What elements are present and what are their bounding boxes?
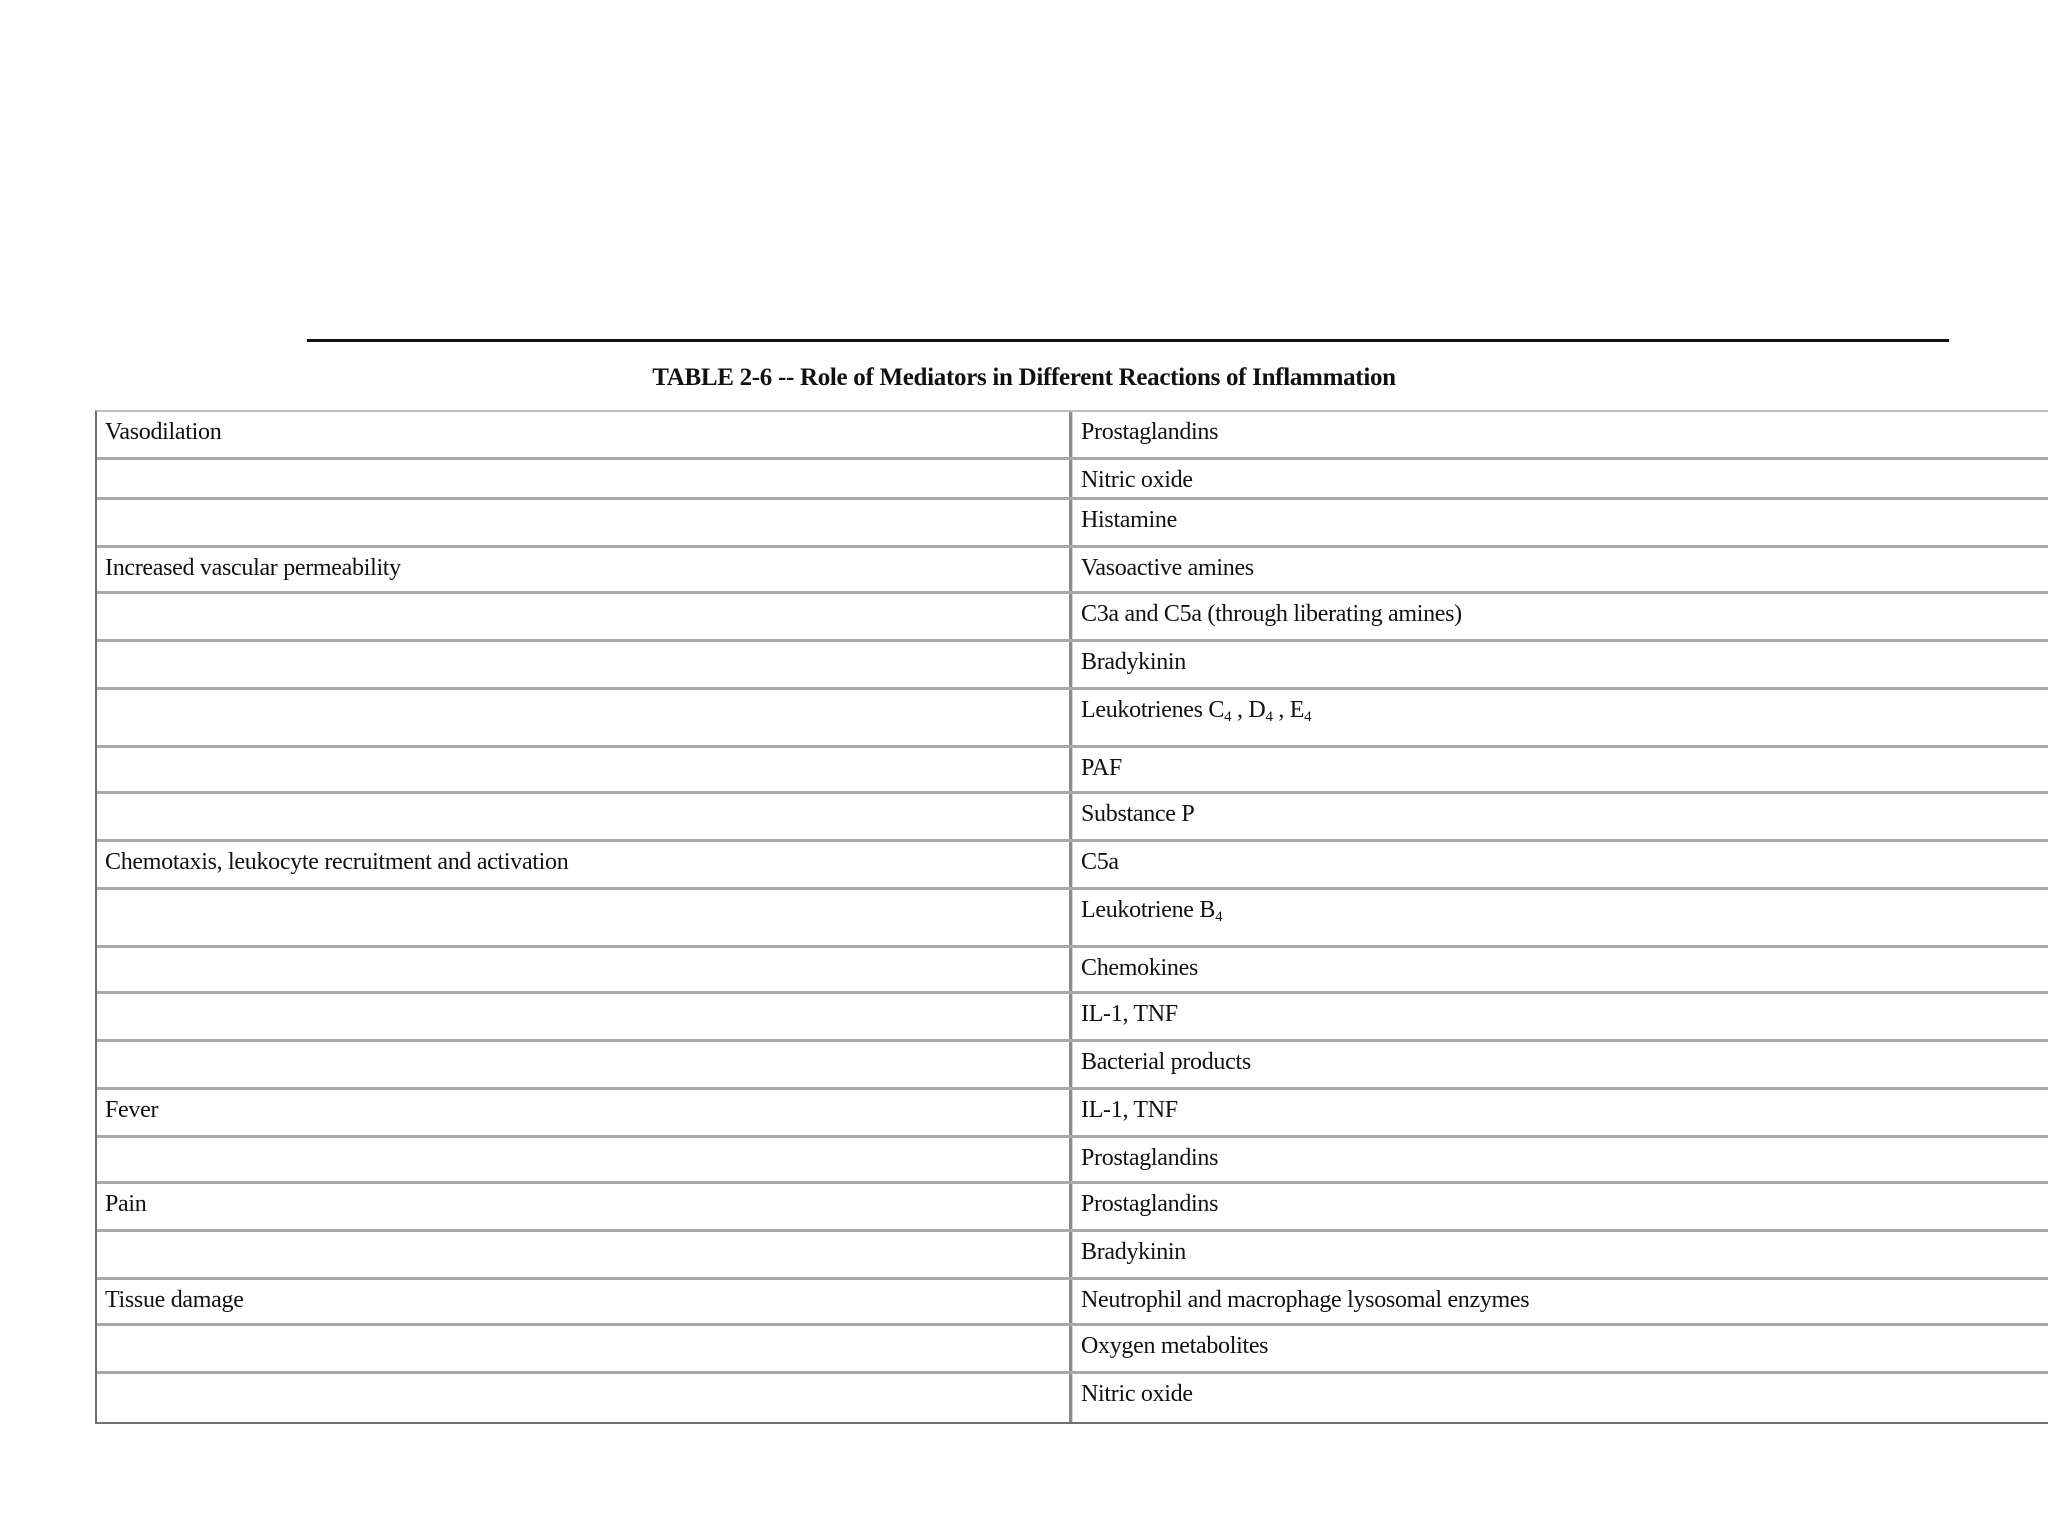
mediator-cell: Bacterial products: [1072, 1042, 2048, 1087]
table-row: [97, 642, 2048, 690]
reaction-cell: [97, 1374, 1072, 1422]
mediator-cell: C5a: [1072, 842, 2048, 887]
table-row: [97, 794, 2048, 842]
mediator-cell: Neutrophil and macrophage lysosomal enzymes: [1072, 1280, 2048, 1323]
reaction-cell: [97, 594, 1072, 639]
mediator-cell: Chemokines: [1072, 948, 2048, 991]
subscript: 4: [1215, 909, 1223, 925]
table-row: [97, 500, 2048, 548]
mediator-cell: PAF: [1072, 748, 2048, 791]
reaction-cell: Tissue damage: [97, 1280, 1072, 1323]
mediator-text: , E: [1272, 697, 1305, 723]
reaction-cell: [97, 690, 1072, 745]
mediator-cell: Histamine: [1072, 500, 2048, 545]
mediator-cell: IL-1, TNF: [1072, 994, 2048, 1039]
subscript: 4: [1304, 709, 1312, 725]
table-row: [97, 1232, 2048, 1280]
reaction-cell: Fever: [97, 1090, 1072, 1135]
table-row: [97, 690, 2048, 748]
mediator-cell: Prostaglandins: [1072, 1138, 2048, 1181]
reaction-cell: Increased vascular permeability: [97, 548, 1072, 591]
table-row: [97, 460, 2048, 500]
table-row: [97, 412, 2048, 460]
mediator-cell: Bradykinin: [1072, 1232, 2048, 1277]
reaction-cell: [97, 460, 1072, 497]
table-row: [97, 1280, 2048, 1326]
table-row: [97, 548, 2048, 594]
reaction-cell: [97, 748, 1072, 791]
table-row: [97, 842, 2048, 890]
table-caption: TABLE 2-6 -- Role of Mediators in Different Reactions of Inflammation: [652, 364, 1396, 391]
table-row: [97, 890, 2048, 948]
reaction-cell: [97, 1042, 1072, 1087]
table-row: [97, 994, 2048, 1042]
mediator-cell: IL-1, TNF: [1072, 1090, 2048, 1135]
reaction-cell: Pain: [97, 1184, 1072, 1229]
table-row: [97, 1374, 2048, 1422]
subscript: 4: [1265, 709, 1273, 725]
mediator-cell: Nitric oxide: [1072, 1374, 2048, 1422]
table-row: [97, 1090, 2048, 1138]
mediator-text: , D: [1231, 697, 1266, 723]
subscript: 4: [1224, 709, 1232, 725]
top-rule: [307, 339, 1949, 342]
reaction-cell: [97, 994, 1072, 1039]
mediator-cell: Oxygen metabolites: [1072, 1326, 2048, 1371]
mediator-cell: [1072, 690, 2048, 745]
reaction-cell: [97, 1138, 1072, 1181]
table-row: [97, 1184, 2048, 1232]
reaction-cell: Vasodilation: [97, 412, 1072, 457]
reaction-cell: [97, 1326, 1072, 1371]
mediator-cell: Substance P: [1072, 794, 2048, 839]
reaction-cell: [97, 500, 1072, 545]
mediator-cell: Bradykinin: [1072, 642, 2048, 687]
table-row: [97, 948, 2048, 994]
reaction-cell: [97, 890, 1072, 945]
reaction-cell: Chemotaxis, leukocyte recruitment and activation: [97, 842, 1072, 887]
mediator-cell: Prostaglandins: [1072, 1184, 2048, 1229]
mediator-text: Leukotriene B: [1081, 897, 1216, 923]
mediator-cell: Vasoactive amines: [1072, 548, 2048, 591]
mediators-table: [95, 410, 2048, 1424]
reaction-cell: [97, 642, 1072, 687]
table-row: [97, 748, 2048, 794]
mediator-cell: C3a and C5a (through liberating amines): [1072, 594, 2048, 639]
table-row: [97, 1042, 2048, 1090]
reaction-cell: [97, 948, 1072, 991]
mediator-cell: Nitric oxide: [1072, 460, 2048, 497]
mediator-cell: [1072, 890, 2048, 945]
table-row: [97, 594, 2048, 642]
mediator-text: Leukotrienes C: [1081, 697, 1225, 723]
reaction-cell: [97, 794, 1072, 839]
mediator-cell: Prostaglandins: [1072, 412, 2048, 457]
reaction-cell: [97, 1232, 1072, 1277]
table-row: [97, 1138, 2048, 1184]
table-row: [97, 1326, 2048, 1374]
